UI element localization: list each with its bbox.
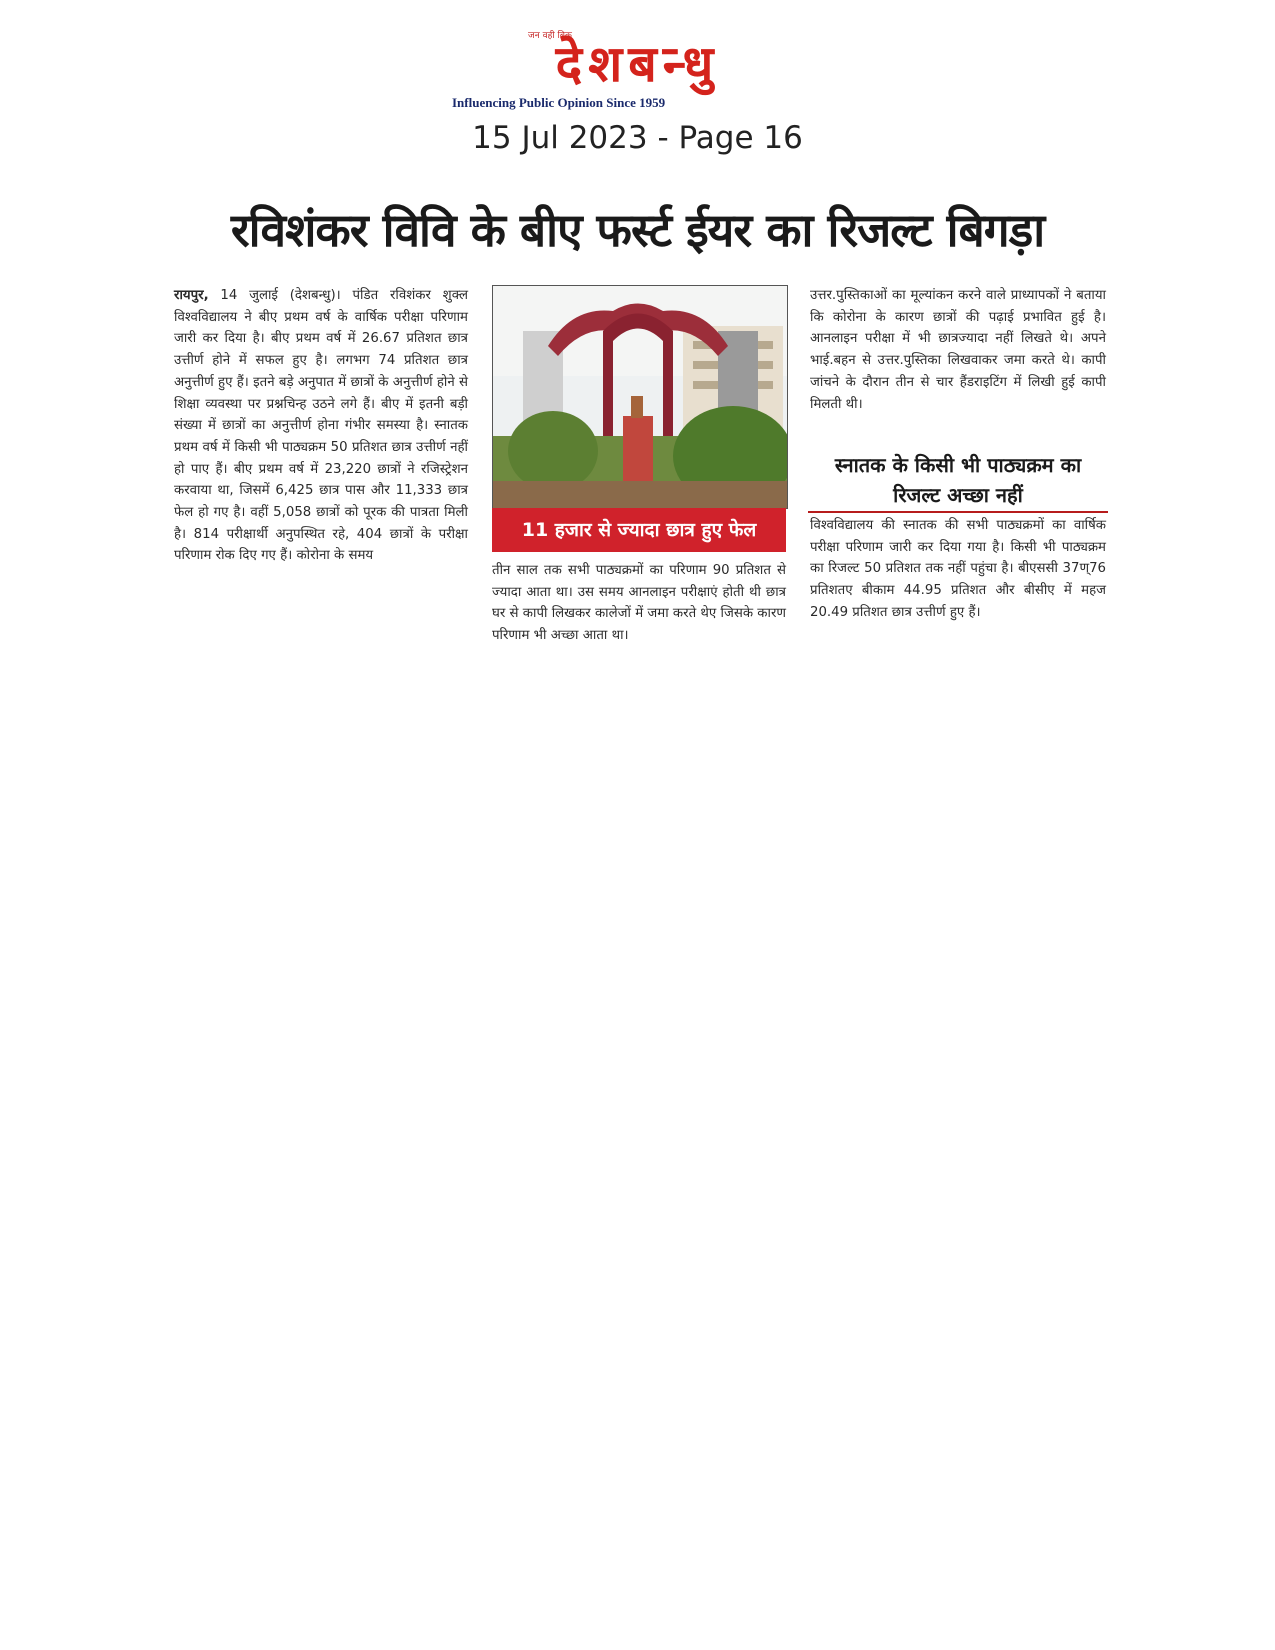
article-place: रायपुर,: [174, 288, 209, 303]
article-subheading: स्नातक के किसी भी पाठ्यक्रम का रिजल्ट अच्छा नहीं: [834, 453, 1082, 507]
article-column-2: तीन साल तक सभी पाठ्यक्रमों का परिणाम 90 प्रतिशत से ज्यादा आता था। उस समय आनलाइन परीक्षाएं होती थी छात्र घर से कापी लिखकर कालेजों में जमा करते थेए जिसके कारण परिणाम भी अच्छा आता था।: [492, 563, 786, 644]
university-building-image: [493, 286, 787, 508]
article-column-3-continued: विश्वविद्यालय की स्नातक की सभी पाठ्यक्रमों का वार्षिक परीक्षा परिणाम जारी कर दिया गया है। किसी भी पाठ्यक्रम का रिजल्ट 50 प्रतिशत तक नहीं पहुंचा है। बीएससी 37ण्76 प्रतिशतए बीकाम 44.95 प्रतिशत और बीसीए में महज 20.49 प्रतिशत छात्र उत्तीर्ण हुए हैं।: [810, 518, 1106, 620]
article-column-3: उत्तर.पुस्तिकाओं का मूल्यांकन करने वाले प्राध्यापकों ने बताया कि कोरोना के कारण छात्रों की पढ़ाई प्रभावित हुई है। आनलाइन परीक्षा में भी छात्रज्यादा नहीं लिखते थे। अपने भाई.बहन से उत्तर.पुस्तिका लिखवाकर जमा करते थे। कापी जांचने के दौरान तीन से चार हैंडराइटिंग में लिखी हुई कापी मिलती थी।: [810, 288, 1106, 412]
article-headline: रविशंकर विवि के बीए फर्स्ट ईयर का रिजल्ट बिगड़ा: [230, 203, 1045, 257]
edition-dateline: 15 Jul 2023 - Page 16: [472, 120, 803, 156]
article-column-1: [174, 285, 468, 567]
photo-caption: 11 हजार से ज्यादा छात्र हुए फेल: [492, 508, 786, 552]
masthead-tagline: जन वही बिक: [528, 31, 572, 41]
masthead-slogan: Influencing Public Opinion Since 1959: [452, 95, 666, 110]
article-photo: [492, 285, 788, 509]
article-column-1-text: 14 जुलाई (देशबन्धु)। पंडित रविशंकर शुक्ल विश्वविद्यालय ने बीए प्रथम वर्ष के वार्षिक परीक्षा परिणाम जारी कर दिया है। बीए प्रथम वर्ष में 26.67 प्रतिशत छात्र उत्तीर्ण होने में सफल हुए है। लगभग 74 प्रतिशत छात्र अनुत्तीर्ण हुए हैं। इतने बड़े अनुपात में छात्रों के अनुत्तीर्ण होने से शिक्षा व्यवस्था पर प्रश्नचिन्ह उठने लगे हैं। बीए में इतनी बड़ी संख्या में छात्रों का अनुत्तीर्ण होना गंभीर समस्या है। स्नातक प्रथम वर्ष में किसी भी पाठ्यक्रम 50 प्रतिशत छात्र उत्तीर्ण नहीं हो पाए हैं। बीए प्रथम वर्ष में 23,220 छात्रों ने रजिस्ट्रेशन करवाया था, जिसमें 6,425 छात्र पास और 11,333 छात्र फेल हो गए है। वहीं 5,058 छात्रों को पूरक की पात्रता मिली है। 814 परीक्षार्थी अनुपस्थित रहे, 404 छात्रों के परीक्षा परिणाम रोक दिए गए हैं। कोरोना के समय: [174, 288, 468, 564]
newspaper-logo: देशबन्धु: [555, 35, 720, 93]
subheading-divider: [808, 511, 1108, 513]
